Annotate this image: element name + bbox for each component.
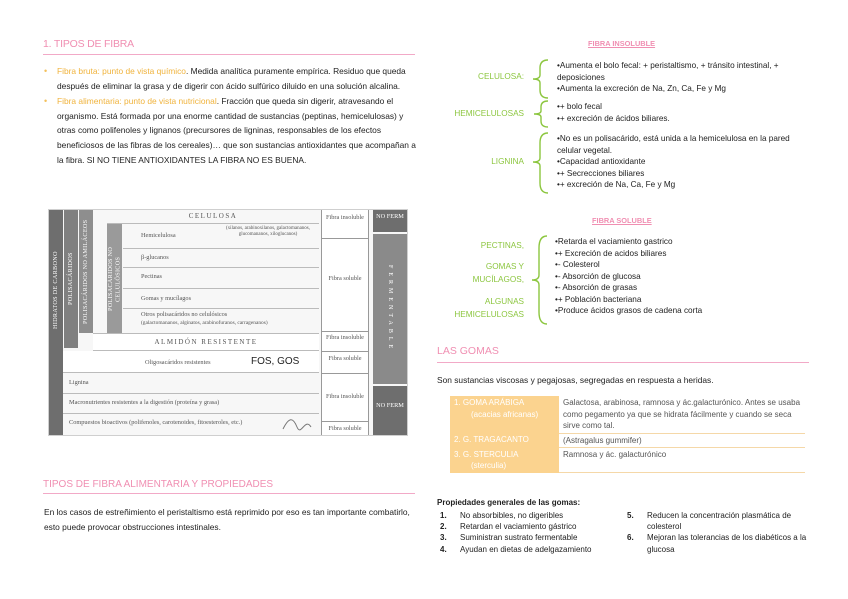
fibra-insoluble-2: Fibra insoluble — [326, 334, 364, 341]
table-row — [450, 396, 805, 433]
fibra-insoluble-title: FIBRA INSOLUBLE — [588, 39, 656, 48]
list-item: 3. Suministran sustrato fermentable — [440, 533, 578, 543]
row-almidon: ALMIDÓN RESISTENTE — [154, 338, 258, 346]
goma-desc: Galactosa, arabinosa, ramnosa y ác.galacturónico. Antes se usaba como pegamento ya que se hidrata fácilmente y cuando se seca sirve como tal. — [559, 396, 805, 433]
row-hemicelulosa: Hemicelulosa — [141, 232, 176, 239]
brace-icon — [530, 58, 552, 100]
fibra-insoluble-3: Fibra insoluble — [326, 393, 364, 400]
soluble-label-gomas: GOMAS Y MUCÍLAGOS, — [472, 262, 524, 284]
goma-source: (acacias africanas) — [471, 409, 539, 419]
table-row — [450, 433, 805, 448]
props-list-left — [440, 510, 620, 555]
brace-icon — [528, 234, 552, 326]
row-macronutrientes: Macronutrientes resistentes a la digestión (proteína y grasa) — [69, 399, 220, 406]
goma-desc: Ramnosa y ác. galacturónico — [559, 448, 805, 473]
bullet-dot-icon: • — [44, 66, 48, 76]
list-item: •+ bolo fecal — [557, 102, 602, 111]
section-title-tipos-alimentaria — [43, 477, 415, 494]
brace-icon — [530, 131, 552, 195]
list-item: •+ Secrecciones biliares — [557, 168, 645, 178]
list-item: 2. Retardan el vaciamiento gástrico — [440, 522, 577, 532]
fermentable-label: FERMENTABLE — [387, 265, 393, 353]
list-item: •+ excreción de Na, Ca, Fe y Mg — [557, 180, 676, 189]
section-title-text: 1. TIPOS DE FIBRA — [43, 38, 134, 50]
term-note: punto de vista nutricional — [121, 96, 217, 107]
term-note: punto de vista químico — [99, 66, 186, 76]
table-row — [450, 448, 805, 473]
group-items-hemicelulosas — [557, 101, 807, 124]
row-otros-note: (galactomananos, alginatos, arabinofuranos, carragenanos) — [141, 320, 268, 326]
bullet-fibra-bruta — [44, 64, 416, 93]
list-item: •+ Población bacteriana — [555, 294, 642, 304]
fibra-definitions — [44, 64, 416, 168]
row-otros: Otros polisacáridos no celulósicos — [141, 311, 228, 318]
row-celulosa: CELULOSA — [188, 212, 238, 220]
gomas-table — [450, 396, 805, 473]
list-item: •Produce ácidos grasos de cadena corta — [555, 306, 703, 315]
fibra-soluble-3: Fibra soluble — [328, 425, 362, 432]
row-lignina: Lignina — [69, 379, 89, 386]
row-fos-gos: FOS, GOS — [251, 356, 300, 367]
list-item: •Aumenta el bolo fecal: + peristaltismo, + tránsito intestinal, + deposiciones — [557, 61, 779, 82]
list-item: •- Colesterol — [555, 260, 600, 269]
row-oligosacaridos: Oligosacáridos resistentes — [145, 359, 211, 366]
term-fibra-alimentaria: Fibra alimentaria: — [57, 96, 122, 107]
fibra-insoluble-1: Fibra insoluble — [326, 214, 364, 221]
fibra-soluble-2: Fibra soluble — [328, 355, 362, 362]
group-items-lignina — [557, 133, 807, 191]
no-ferm-1: NO FERM — [376, 213, 404, 220]
row-bglucanos: β-glucanos — [141, 254, 169, 261]
fiber-classification-figure — [48, 209, 408, 436]
list-item: •No es un polisacárido, está unida a la hemicelulosa en la pared celular vegetal. — [557, 134, 790, 155]
label-polisacaridos: POLISACÁRIDOS — [67, 252, 74, 306]
list-item: •- Absorción de grasas — [555, 283, 638, 292]
soluble-label-hemicelulosas: ALGUNAS HEMICELULOSAS — [454, 297, 524, 319]
row-compuestos: Compuestos bioactivos (polifenoles, carotenoides, fitoesteroles, etc.) — [69, 419, 243, 426]
estrenimiento-text: En los casos de estreñimiento el peristaltismo está reprimido por eso es tan importante combatirlo, esto puede provocar obstrucciones intestinales. — [44, 507, 410, 532]
group-items-soluble — [555, 236, 805, 317]
row-pectinas: Pectinas — [141, 273, 162, 280]
brace-icon — [530, 99, 552, 129]
bullet-dot-icon: • — [44, 96, 48, 107]
list-item: •Capacidad antioxidante — [557, 157, 646, 166]
term-fibra-bruta: Fibra bruta: — [57, 66, 100, 76]
group-label-celulosa: CELULOSA: — [478, 72, 524, 81]
goma-name: 2. G. TRAGACANTO — [454, 435, 529, 444]
row-gomas: Gomas y mucílagos — [141, 295, 192, 302]
goma-name: 1. GOMA ARÁBIGA — [454, 398, 525, 407]
definition-text: . Medida analítica puramente empírica. Residuo que queda después de eliminar la grasa y de digerir con ácido sulfúrico diluido en una solución alcalina. — [57, 66, 406, 91]
bullet-fibra-alimentaria — [44, 94, 416, 167]
label-hidratos-de-carbono: HIDRATOS DE CARBONO — [52, 251, 59, 329]
squiggle-icon — [281, 413, 317, 433]
list-item: •+ excreción de ácidos biliares. — [557, 113, 670, 123]
list-item: 6. Mejoran las tolerancias de los diabéticos a la glucosa — [627, 533, 807, 554]
group-items-celulosa — [557, 60, 807, 95]
goma-source: (sterculia) — [471, 461, 507, 470]
section-title-tipos-de-fibra — [43, 37, 415, 55]
soluble-label-pectinas: PECTINAS, — [480, 241, 524, 250]
list-item: 5. Reducen la concentración plasmática de colesterol — [627, 511, 792, 532]
section-title-las-gomas — [437, 344, 809, 363]
group-label-lignina: LIGNINA — [491, 157, 524, 166]
goma-name: 3. G. STERCULIA — [454, 449, 519, 459]
fibra-soluble-title: FIBRA SOLUBLE — [592, 216, 652, 225]
label-no-celulosicos: POLISACÁRIDOS NO CELULÓSICOS — [107, 246, 122, 312]
list-item: 4. Ayudan en dietas de adelgazamiento — [440, 544, 592, 554]
list-item: •Aumenta la excreción de Na, Zn, Ca, Fe y Mg — [557, 84, 726, 93]
section-title-text: LAS GOMAS — [437, 345, 499, 357]
list-item: 1. No absorbibles, no digeribles — [440, 511, 564, 520]
section-title-text: TIPOS DE FIBRA ALIMENTARIA Y PROPIEDADES — [43, 479, 274, 490]
gomas-intro: Son sustancias viscosas y pegajosas, segregadas en respuesta a heridas. — [437, 375, 714, 385]
goma-desc: (Astragalus gummifer) — [559, 433, 805, 448]
no-ferm-2: NO FERM — [376, 402, 404, 409]
props-list-right — [627, 510, 807, 555]
definition-text: . Fracción que queda sin digerir, atravesando el organismo. Está formada por una enorme cantidad de sustancias (peptinas, hemicelulosas) y otras como polifenoles y lignanos (precursores de ligninas, responsables de los efectos beneficiosos de las fibras de los cereales)… que son sustancias antioxidantes que acompañan a la fibra. SI NO TIENE ANTIOXIDANTES LA FIBRA NO ES BUENA. — [57, 96, 416, 165]
fibra-soluble-1: Fibra soluble — [328, 275, 362, 282]
list-item: •+ Excreción de acidos biliares — [555, 248, 667, 258]
list-item: •- Absorción de glucosa — [555, 271, 641, 281]
list-item: •Retarda el vaciamiento gastrico — [555, 237, 673, 246]
group-label-hemicelulosas: HEMICELULOSAS — [454, 109, 524, 118]
row-hemicelulosa-note: (xilanos, arabinoxilanos, galactomananos, glucomananos, xiloglucanos) — [225, 226, 310, 237]
props-title: Propiedades generales de las gomas: — [437, 498, 581, 507]
label-no-amilaceos: POLISACÁRIDOS NO AMILÁCEOS — [82, 219, 89, 324]
